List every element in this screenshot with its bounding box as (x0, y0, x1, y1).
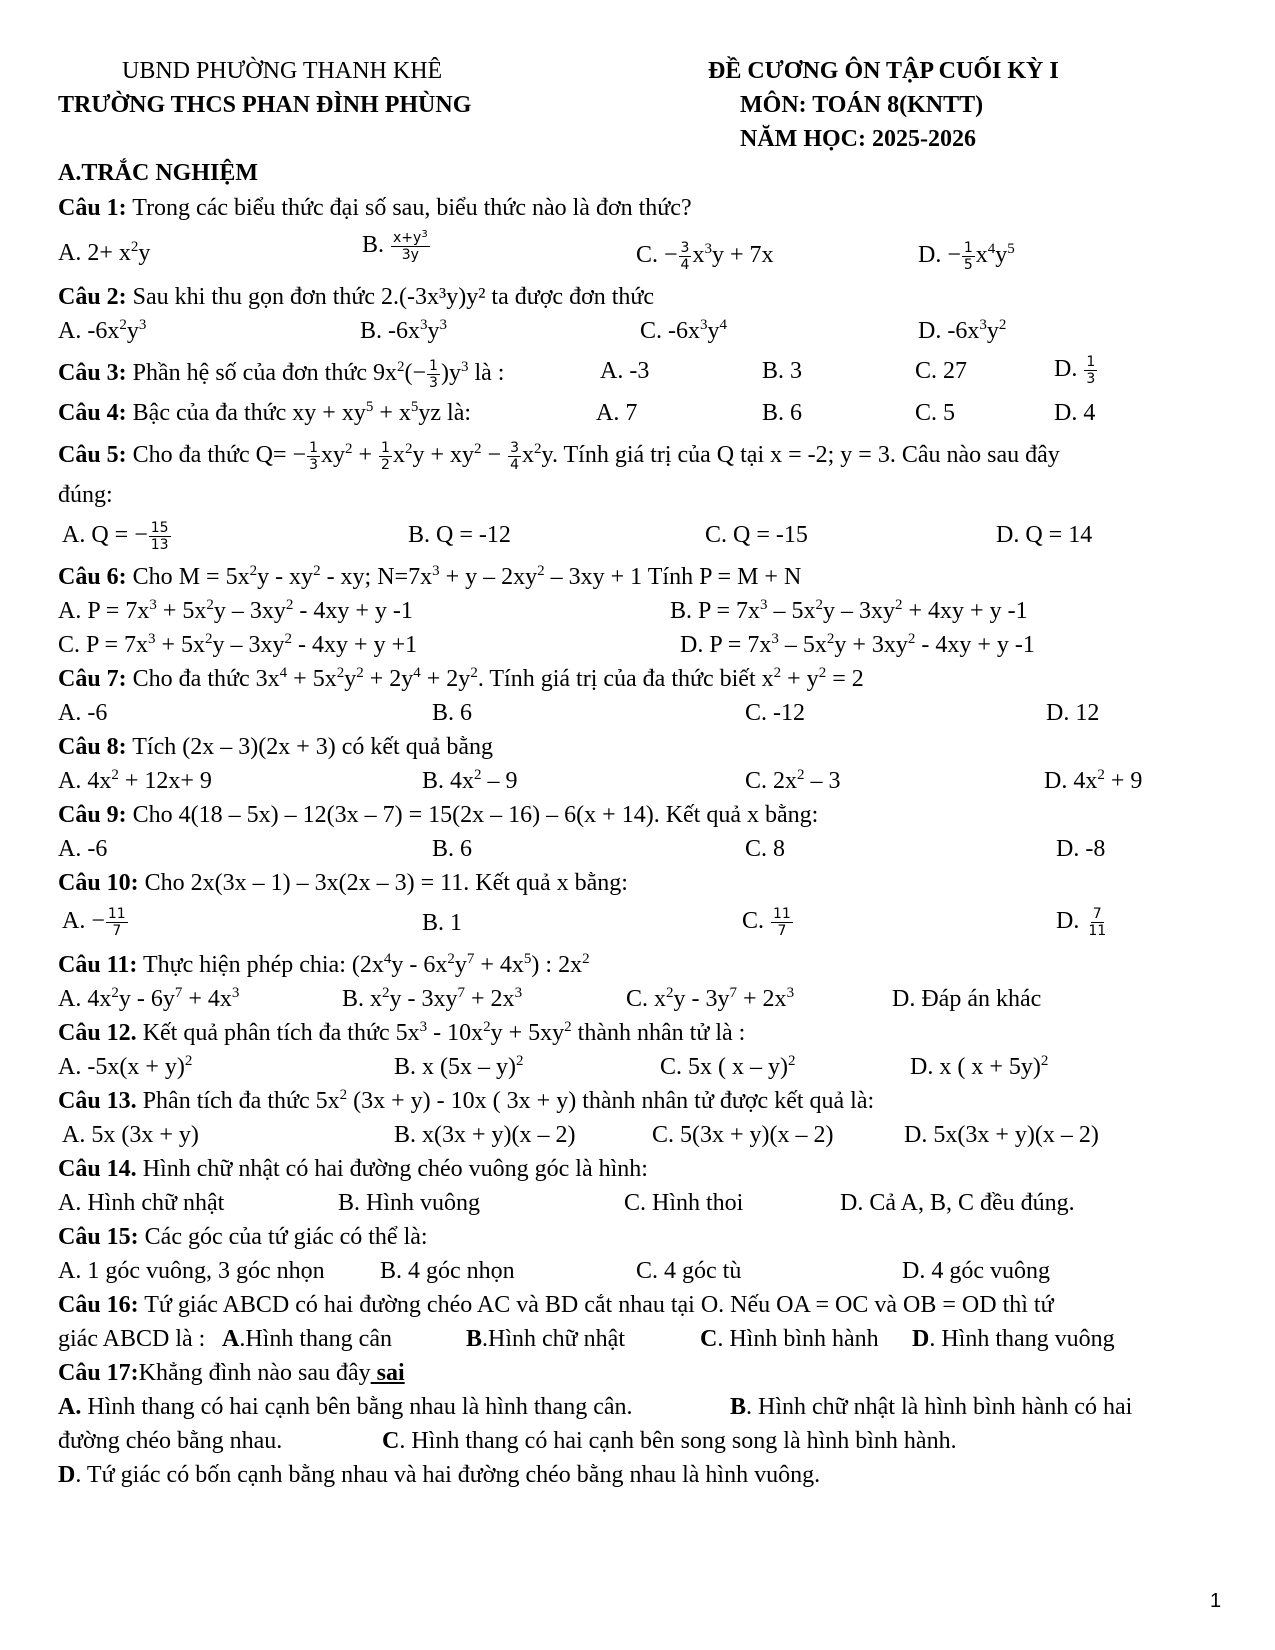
q10-option-c: C. $\frac{11}{7}$ (742, 906, 791, 939)
q2-option-a: A. $-6x^2y^3$ (58, 317, 147, 344)
q11-option-c: C. $x^2y - 3y^7 + 2x^3$ (626, 985, 795, 1012)
header-right-line3: NĂM HỌC: 2025-2026 (740, 126, 976, 152)
q17-option-a: A. Hình thang có hai cạnh bên bằng nhau là hình thang cân. (58, 1394, 633, 1420)
question-10: Câu 10: Cho 2x(3x – 1) – 3x(2x – 3) = 11. Kết quả x bằng: (58, 870, 628, 896)
q15-option-a: A. 1 góc vuông, 3 góc nhọn (58, 1258, 325, 1284)
q13-option-b: B. x(3x + y)(x – 2) (394, 1122, 576, 1148)
q5-option-d: D. Q = 14 (996, 522, 1093, 548)
q3-option-c: C. 27 (915, 358, 968, 384)
q14-option-c: C. Hình thoi (624, 1190, 744, 1216)
question-8: Câu 8: Tích (2x – 3)(2x + 3) có kết quả bằng (58, 734, 494, 760)
q17-option-d: D. Tứ giác có bốn cạnh bằng nhau và hai đường chéo bằng nhau là hình vuông. (58, 1462, 821, 1488)
q16-option-c: C. Hình bình hành (700, 1326, 879, 1352)
q9-option-b: B. 6 (432, 836, 473, 862)
q4-option-c: C. 5 (915, 400, 956, 426)
q1-option-b: B. $\frac{x+y^3}{3y}$ (362, 229, 428, 263)
page-number: 1 (1210, 1590, 1222, 1612)
q16-prefix: giác ABCD là : (58, 1326, 206, 1352)
q14-option-b: B. Hình vuông (338, 1190, 481, 1216)
q12-option-a: A. $-5x(x + y)^2$ (58, 1053, 193, 1080)
question-12: Câu 12. Kết quả phân tích đa thức $5x^3 - 10x^2y + 5xy^2$ thành nhân tử là : (58, 1019, 746, 1046)
q10-option-a: A. − $\frac{11}{7}$ (62, 906, 126, 939)
q9-option-c: C. 8 (745, 836, 786, 862)
q16-option-b: B.Hình chữ nhật (466, 1326, 625, 1352)
q2-option-b: B. $-6x^3y^3$ (360, 317, 447, 344)
header-right-line2: MÔN: TOÁN 8(KNTT) (740, 92, 984, 118)
q12-option-c: C. 5x ( x – y)$^2$ (660, 1053, 796, 1080)
question-1: Câu 1: Trong các biểu thức đại số sau, biểu thức nào là đơn thức? (58, 195, 692, 221)
q10-option-d: D. $\frac{7}{11}$ (1056, 906, 1107, 939)
question-2: Câu 2: Sau khi thu gọn đơn thức 2.(-3x³y)y² ta được đơn thức (58, 284, 655, 310)
q2-option-d: D. $-6x^3y^2$ (918, 317, 1007, 344)
question-16: Câu 16: Tứ giác ABCD có hai đường chéo AC và BD cắt nhau tại O. Nếu OA = OC và OB = OD thì tứ (58, 1292, 1054, 1318)
q16-option-d: D. Hình thang vuông (912, 1326, 1115, 1352)
q9-option-d: D. -8 (1056, 836, 1106, 862)
question-3: Câu 3: Phần hệ số của đơn thức $9x^2(-$ $\frac{1}{3}$ )$y^3$ là : (58, 358, 505, 391)
q11-option-d: D. Đáp án khác (892, 986, 1042, 1012)
q9-option-a: A. -6 (58, 836, 108, 862)
question-15: Câu 15: Các góc của tứ giác có thể là: (58, 1224, 428, 1250)
q3-option-a: A. -3 (600, 358, 650, 384)
q15-option-c: C. 4 góc tù (636, 1258, 742, 1284)
q8-option-b: B. $4x^2 - 9$ (422, 767, 518, 794)
q17-option-b-cont: đường chéo bằng nhau. (58, 1428, 283, 1454)
q17-option-b: B. Hình chữ nhật là hình bình hành có hai (730, 1394, 1133, 1420)
question-11: Câu 11: Thực hiện phép chia: $(2x^4y - 6x^2y^7 + 4x^5)$ : $2x^2$ (58, 951, 590, 978)
q14-option-a: A. Hình chữ nhật (58, 1190, 225, 1216)
q7-option-d: D. 12 (1046, 700, 1100, 726)
q17-option-c: C. Hình thang có hai cạnh bên song song là hình bình hành. (382, 1428, 957, 1454)
q3-option-d: D. $\frac{1}{3}$ (1054, 354, 1096, 387)
q11-option-a: A. $4x^2y - 6y^7 + 4x^3$ (58, 985, 240, 1012)
question-5-line2: đúng: (58, 482, 113, 508)
q16-option-a: A.Hình thang cân (222, 1326, 392, 1352)
question-9: Câu 9: Cho 4(18 – 5x) – 12(3x – 7) = 15(2x – 16) – 6(x + 14). Kết quả x bằng: (58, 802, 819, 828)
question-17: Câu 17:Khẳng đình nào sau đây sai (58, 1360, 405, 1386)
q5-option-b: B. Q = -12 (408, 522, 511, 548)
q10-option-b: B. 1 (422, 910, 463, 936)
question-4: Câu 4: Bậc của đa thức xy + $xy^5 + x^5yz$ là: (58, 399, 472, 426)
q7-option-c: C. -12 (745, 700, 805, 726)
q3-option-b: B. 3 (762, 358, 803, 384)
question-7: Câu 7: Cho đa thức $3x^4 + 5x^2y^2 + 2y^4 + 2y^2$. Tính giá trị của đa thức biết $x^2 + y^2 = 2$ (58, 665, 864, 692)
q13-option-a: A. 5x (3x + y) (62, 1122, 199, 1148)
q5-option-a: A. Q = − $\frac{15}{13}$ (62, 520, 169, 553)
section-title: A.TRẮC NGHIỆM (58, 160, 259, 186)
q11-option-b: B. $x^2y - 3xy^7 + 2x^3$ (342, 985, 523, 1012)
q7-option-b: B. 6 (432, 700, 473, 726)
question-14: Câu 14. Hình chữ nhật có hai đường chéo vuông góc là hình: (58, 1156, 648, 1182)
q6-option-d: D. $P = 7x^3 - 5x^2y + 3xy^2 - 4xy + y$ -1 (680, 631, 1035, 658)
header-left-line2: TRƯỜNG THCS PHAN ĐÌNH PHÙNG (58, 92, 472, 118)
q1-option-d: D. − $\frac{1}{5}$ $x^4y^5$ (918, 240, 1015, 273)
q8-option-d: D. $4x^2 + 9$ (1044, 767, 1143, 794)
q13-option-c: C. 5(3x + y)(x – 2) (652, 1122, 834, 1148)
question-13: Câu 13. Phân tích đa thức $5x^2$ (3x + y) - 10x ( 3x + y) thành nhân tử được kết quả là: (58, 1087, 875, 1114)
q13-option-d: D. 5x(3x + y)(x – 2) (904, 1122, 1099, 1148)
q15-option-d: D. 4 góc vuông (902, 1258, 1050, 1284)
q1-option-a: A. $2+ x^2y$ (58, 239, 151, 266)
q6-option-c: C. $P = 7x^3 + 5x^2y - 3xy^2 - 4xy + y +1$ (58, 631, 418, 658)
q12-option-b: B. x (5x – y)$^2$ (394, 1053, 524, 1080)
q4-option-b: B. 6 (762, 400, 803, 426)
q5-option-c: C. Q = -15 (705, 522, 808, 548)
question-5: Câu 5: Cho đa thức Q= − $\frac{1}{3}$ $xy^2$ + $\frac{1}{2}$ $x^2y + xy^2$ − $\frac{3}{4}$ $x^2y$. Tính giá trị của Q tại x = -2; y = 3. Câu nào sau đây (58, 440, 1060, 473)
q8-option-a: A. $4x^2 + 12x+ 9$ (58, 767, 212, 794)
q2-option-c: C. $-6x^3y^4$ (640, 317, 727, 344)
header-left-line1: UBND PHƯỜNG THANH KHÊ (122, 58, 443, 84)
q14-option-d: D. Cả A, B, C đều đúng. (840, 1190, 1075, 1216)
question-6: Câu 6: Cho $M = 5x^2y - xy^2$ - xy; $N=7x^3 + y - 2xy^2 - 3xy + 1$ Tính P = M + N (58, 563, 802, 590)
q12-option-d: D. x ( x + 5y)$^2$ (910, 1053, 1049, 1080)
q6-option-b: B. $P = 7x^3 - 5x^2y - 3xy^2 + 4xy + y$ -1 (670, 597, 1028, 624)
q7-option-a: A. -6 (58, 700, 108, 726)
q1-option-c: C. − $\frac{3}{4}$ $x^3y + 7x$ (636, 240, 774, 273)
q4-option-a: A. 7 (596, 400, 638, 426)
q6-option-a: A. $P = 7x^3 + 5x^2y - 3xy^2 - 4xy + y$ -1 (58, 597, 413, 624)
q15-option-b: B. 4 góc nhọn (380, 1258, 515, 1284)
q4-option-d: D. 4 (1054, 400, 1096, 426)
header-right-line1: ĐỀ CƯƠNG ÔN TẬP CUỐI KỲ I (708, 58, 1059, 84)
q8-option-c: C. $2x^2 - 3$ (745, 767, 841, 794)
